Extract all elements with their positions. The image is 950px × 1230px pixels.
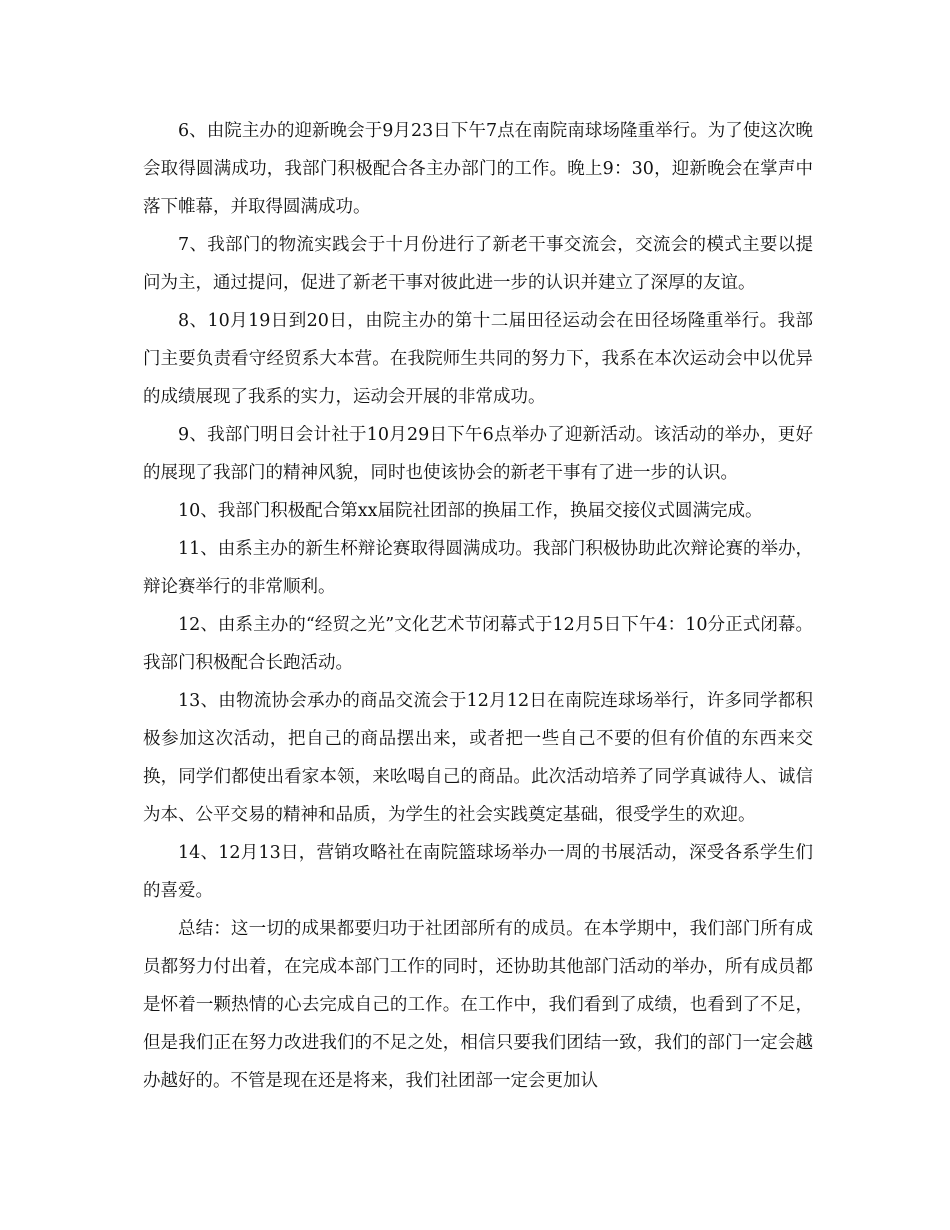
paragraph-item-9: 9、我部门明日会计社于10月29日下午6点举办了迎新活动。该活动的举办，更好的展现了我部门的精神风貌，同时也使该协会的新老干事有了进一步的认识。 bbox=[143, 425, 813, 483]
summary-paragraph: 总结：这一切的成果都要归功于社团部所有的成员。在本学期中，我们部门所有成员都努力付出着，在完成本部门工作的同时，还协助其他部门活动的举办，所有成员都是怀着一颗热情的心去完成自己的工作。在工作中，我们看到了成绩，也看到了不足，但是我们正在努力改进我们的不足之处，相信只要我们团结一致，我们的部门一定会越办越好的。不管是现在还是将来，我们社团部一定会更加认 bbox=[143, 919, 813, 1091]
document-body bbox=[143, 112, 813, 1100]
paragraph-item-10: 10、我部门积极配合第xx届院社团部的换届工作，换届交接仪式圆满完成。 bbox=[178, 501, 763, 521]
paragraph-item-6: 6、由院主办的迎新晚会于9月23日下午7点在南院南球场隆重举行。为了使这次晚会取得圆满成功，我部门积极配合各主办部门的工作。晚上9：30，迎新晚会在掌声中落下帷幕，并取得圆满成功。 bbox=[143, 121, 813, 217]
paragraph-item-8: 8、10月19日到20日，由院主办的第十二届田径运动会在田径场隆重举行。我部门主要负责看守经贸系大本营。在我院师生共同的努力下，我系在本次运动会中以优异的成绩展现了我系的实力，运动会开展的非常成功。 bbox=[143, 311, 813, 407]
paragraph-item-7: 7、我部门的物流实践会于十月份进行了新老干事交流会，交流会的模式主要以提问为主，通过提问，促进了新老干事对彼此进一步的认识并建立了深厚的友谊。 bbox=[143, 235, 813, 293]
paragraph-item-12: 12、由系主办的“经贸之光”文化艺术节闭幕式于12月5日下午4：10分正式闭幕。我部门积极配合长跑活动。 bbox=[143, 615, 813, 673]
paragraph-item-14: 14、12月13日，营销攻略社在南院篮球场举办一周的书展活动，深受各系学生们的喜爱。 bbox=[143, 843, 813, 901]
paragraph-item-13: 13、由物流协会承办的商品交流会于12月12日在南院连球场举行，许多同学都积极参加这次活动，把自己的商品摆出来，或者把一些自己不要的但有价值的东西来交换，同学们都使出看家本领，来吆喝自己的商品。此次活动培养了同学真诚待人、诚信为本、公平交易的精神和品质，为学生的社会实践奠定基础，很受学生的欢迎。 bbox=[143, 691, 813, 825]
paragraph-item-11: 11、由系主办的新生杯辩论赛取得圆满成功。我部门积极协助此次辩论赛的举办，辩论赛举行的非常顺利。 bbox=[143, 539, 813, 597]
